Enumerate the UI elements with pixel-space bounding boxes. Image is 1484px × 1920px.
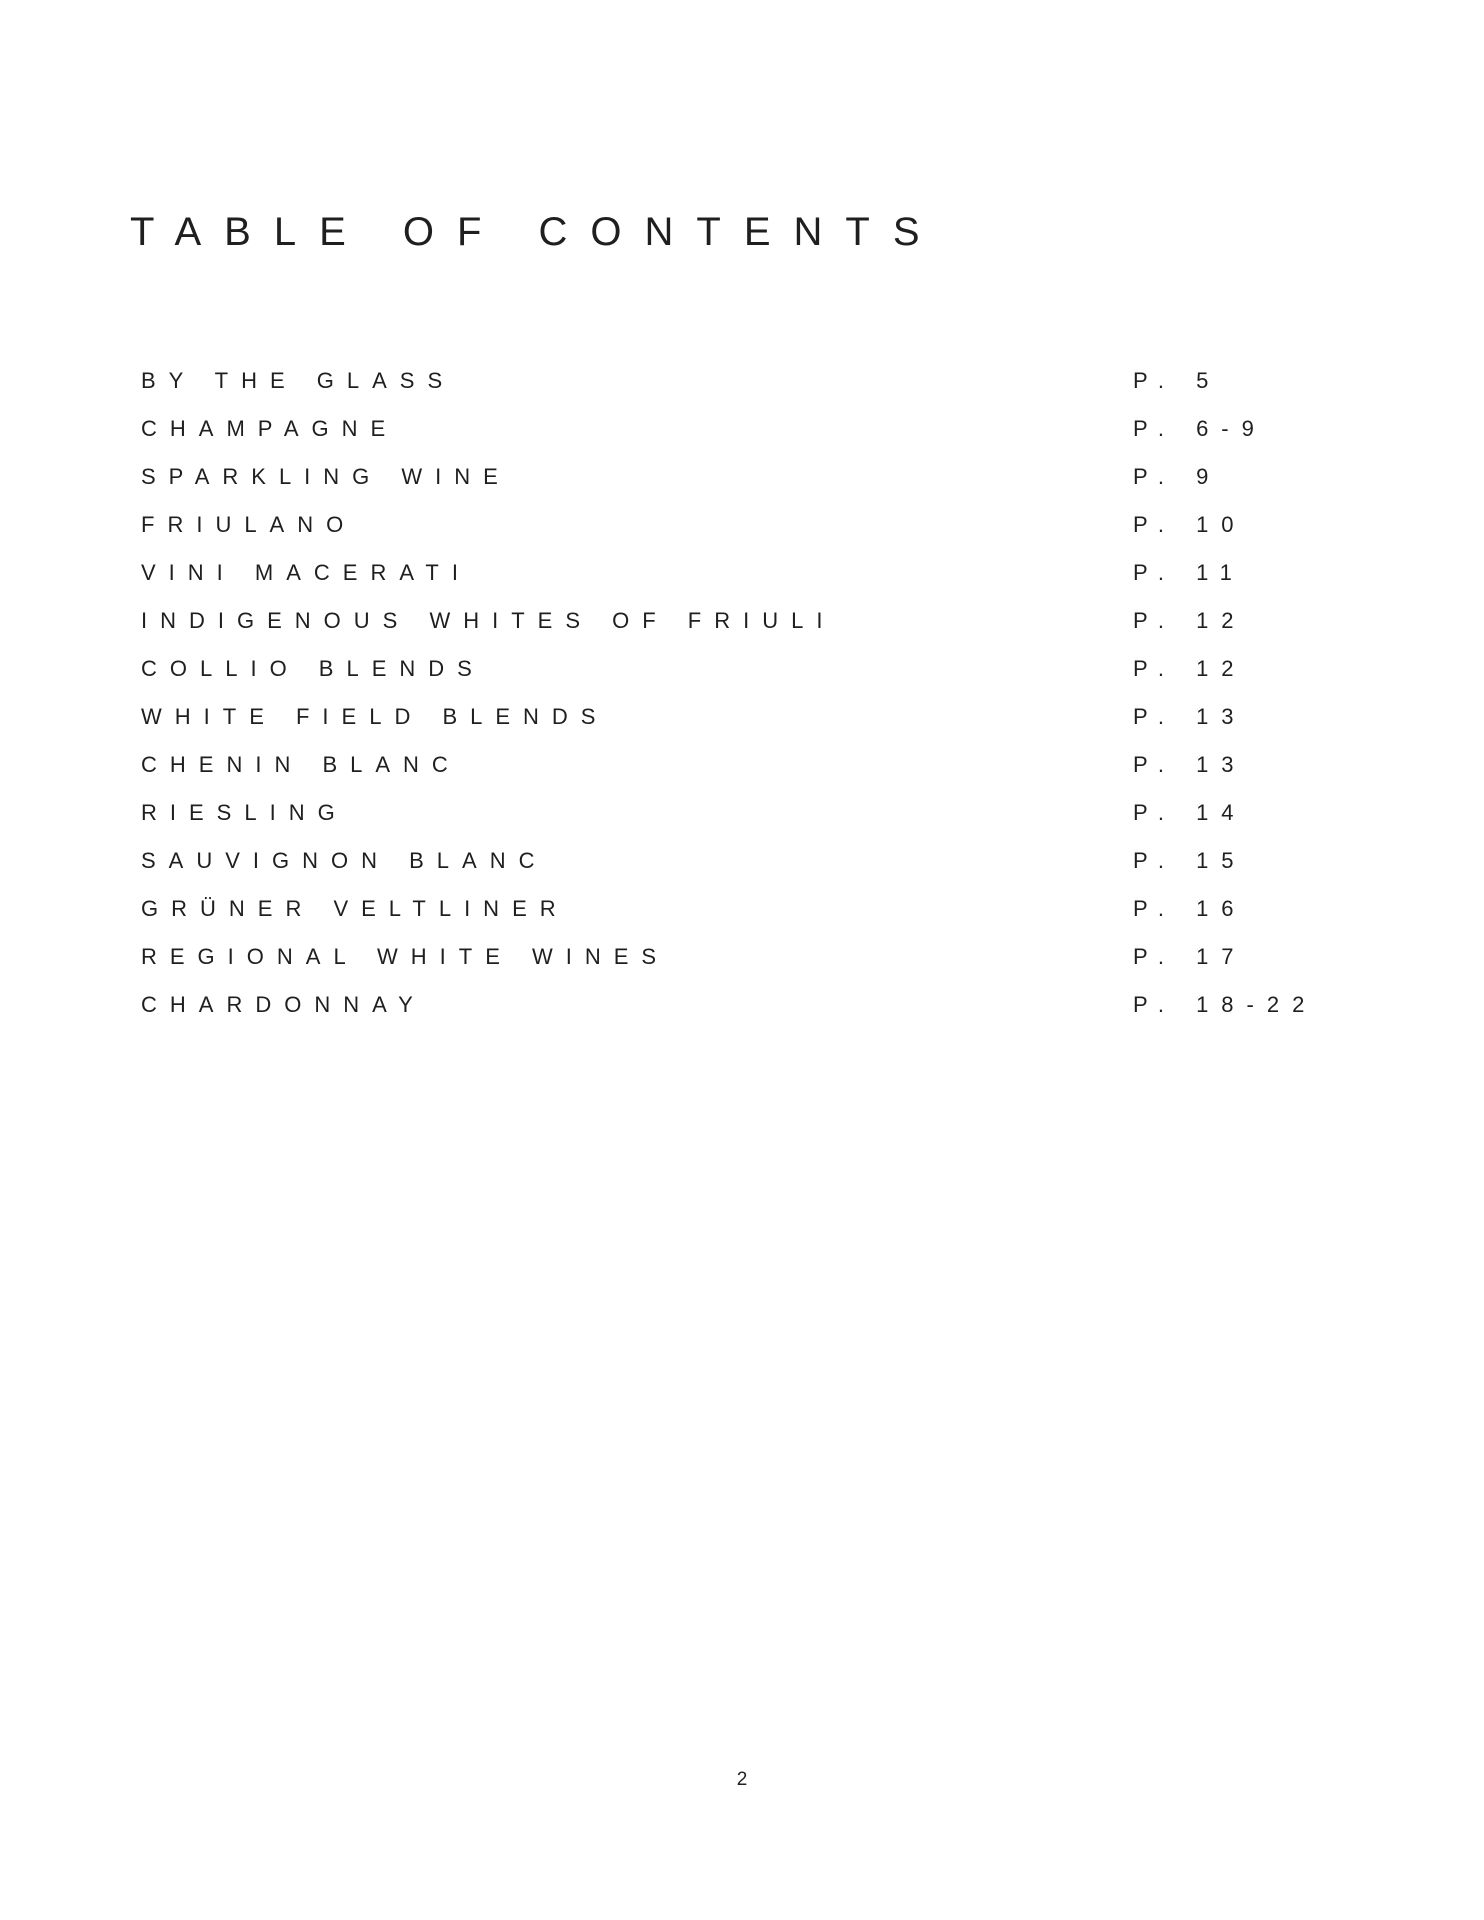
toc-section-label: SAUVIGNON BLANC bbox=[141, 848, 548, 873]
toc-page-reference: P. 12 bbox=[1133, 608, 1247, 633]
toc-entry-champagne[interactable] bbox=[141, 405, 1361, 453]
toc-section-label: BY THE GLASS bbox=[141, 368, 456, 393]
toc-section-label: COLLIO BLENDS bbox=[141, 656, 485, 681]
toc-entry-chardonnay[interactable] bbox=[141, 981, 1361, 1029]
toc-page-reference: P. 16 bbox=[1133, 896, 1247, 921]
toc-entry-indigenous-whites-of-friuli[interactable] bbox=[141, 597, 1361, 645]
toc-section-label: CHARDONNAY bbox=[141, 992, 426, 1017]
toc-page-reference: P. 5 bbox=[1133, 368, 1222, 393]
toc-section-label: RIESLING bbox=[141, 800, 348, 825]
page-title: TABLE OF CONTENTS bbox=[130, 210, 943, 254]
toc-page-reference: P. 11 bbox=[1133, 560, 1245, 585]
page-number: 2 bbox=[736, 1769, 748, 1790]
toc-entry-sauvignon-blanc[interactable] bbox=[141, 837, 1361, 885]
toc-page-reference: P. 18-22 bbox=[1133, 992, 1318, 1017]
toc-section-label: WHITE FIELD BLENDS bbox=[141, 704, 609, 729]
toc-entry-gruner-veltliner[interactable] bbox=[141, 885, 1361, 933]
toc-entry-by-the-glass[interactable] bbox=[141, 357, 1361, 405]
toc-section-label: SPARKLING WINE bbox=[141, 464, 511, 489]
toc-page-reference: P. 10 bbox=[1133, 512, 1247, 537]
toc-page-reference: P. 13 bbox=[1133, 752, 1247, 777]
toc-entry-regional-white-wines[interactable] bbox=[141, 933, 1361, 981]
toc-section-label: CHAMPAGNE bbox=[141, 416, 399, 441]
toc-page-reference: P. 12 bbox=[1133, 656, 1247, 681]
toc-page-reference: P. 6-9 bbox=[1133, 416, 1267, 441]
table-of-contents-list bbox=[141, 357, 1361, 1029]
toc-entry-sparkling-wine[interactable] bbox=[141, 453, 1361, 501]
toc-entry-riesling[interactable] bbox=[141, 789, 1361, 837]
toc-section-label: CHENIN BLANC bbox=[141, 752, 461, 777]
toc-page-reference: P. 17 bbox=[1133, 944, 1247, 969]
toc-section-label: VINI MACERATI bbox=[141, 560, 471, 585]
toc-page-reference: P. 13 bbox=[1133, 704, 1247, 729]
toc-entry-white-field-blends[interactable] bbox=[141, 693, 1361, 741]
toc-section-label: FRIULANO bbox=[141, 512, 357, 537]
toc-page-reference: P. 15 bbox=[1133, 848, 1247, 873]
toc-entry-collio-blends[interactable] bbox=[141, 645, 1361, 693]
toc-entry-vini-macerati[interactable] bbox=[141, 549, 1361, 597]
toc-section-label: INDIGENOUS WHITES OF FRIULI bbox=[141, 608, 836, 633]
toc-page-reference: P. 14 bbox=[1133, 800, 1247, 825]
toc-section-label: GRÜNER VELTLINER bbox=[141, 896, 569, 921]
toc-page-reference: P. 9 bbox=[1133, 464, 1222, 489]
toc-entry-chenin-blanc[interactable] bbox=[141, 741, 1361, 789]
toc-section-label: REGIONAL WHITE WINES bbox=[141, 944, 670, 969]
toc-entry-friulano[interactable] bbox=[141, 501, 1361, 549]
